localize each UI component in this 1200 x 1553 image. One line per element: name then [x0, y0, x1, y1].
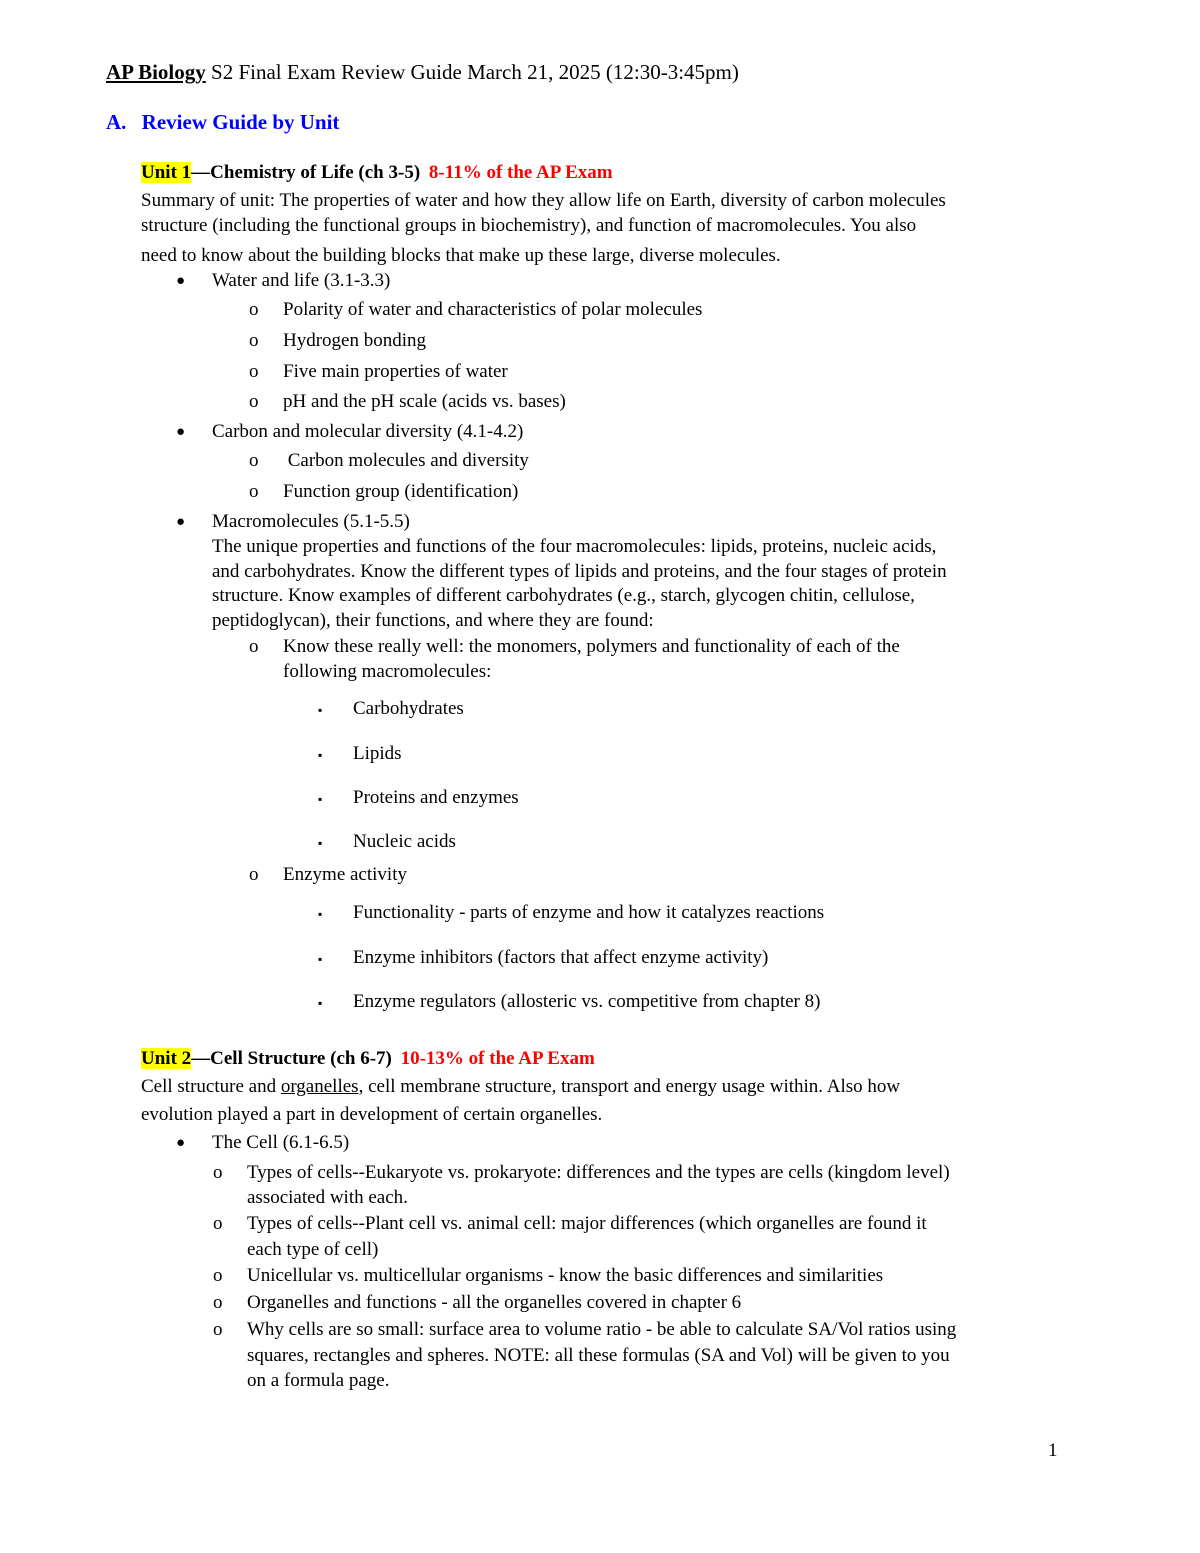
unit2-summary-line1: [141, 1074, 900, 1099]
unit2-heading: [141, 1046, 595, 1071]
unit1-label: Unit 1: [141, 162, 192, 183]
topic-water: Water and life (3.1-3.3): [212, 270, 391, 291]
section-a-heading: [106, 110, 339, 135]
water-sub-3: Five main properties of water: [283, 361, 508, 382]
cell-item4: Organelles and functions - all the organelles covered in chapter 6: [247, 1292, 742, 1313]
topic-carbon: Carbon and molecular diversity (4.1-4.2): [212, 421, 524, 442]
enzyme-item-3: Enzyme regulators (allosteric vs. competitive from chapter 8): [353, 991, 821, 1012]
cell-item1-line1: Types of cells--Eukaryote vs. prokaryote: differences and the types are cells (kingdom level): [247, 1162, 950, 1183]
bullet-circle: o: [213, 1265, 223, 1286]
bullet-circle: o: [213, 1213, 223, 1234]
macro-desc-line2: and carbohydrates. Know the different types of lipids and proteins, and the four stages of protein: [212, 561, 947, 582]
cell-item1-line2: associated with each.: [247, 1187, 408, 1208]
bullet-square: ▪: [318, 792, 323, 806]
topic-cell: The Cell (6.1-6.5): [212, 1132, 350, 1153]
unit1-percent: 8-11% of the AP Exam: [428, 162, 613, 183]
carbon-sub-1: Carbon molecules and diversity: [283, 450, 529, 471]
water-sub-4: pH and the pH scale (acids vs. bases): [283, 391, 566, 412]
bullet-disc: ●: [176, 424, 186, 440]
page-number: 1: [1048, 1440, 1058, 1461]
carbon-sub-2: Function group (identification): [283, 481, 519, 502]
cell-item5-line3: on a formula page.: [247, 1370, 390, 1391]
bullet-square: ▪: [318, 703, 323, 717]
cell-item2-line1: Types of cells--Plant cell vs. animal cell: major differences (which organelles are found it: [247, 1213, 927, 1234]
unit1-summary-line2: structure (including the functional groups in biochemistry), and function of macromolecules. You also: [141, 215, 917, 236]
macro-desc-line4: peptidoglycan), their functions, and where they are found:: [212, 610, 654, 631]
water-sub-2: Hydrogen bonding: [283, 330, 427, 351]
unit2-summary-a: Cell structure and: [141, 1076, 281, 1097]
unit2-summary-b: , cell membrane structure, transport and energy usage within. Also how: [358, 1076, 901, 1097]
bullet-circle: o: [249, 864, 259, 885]
topic-macromolecules: Macromolecules (5.1-5.5): [212, 511, 410, 532]
unit1-summary-line1: Summary of unit: The properties of water and how they allow life on Earth, diversity of carbon molecules: [141, 190, 946, 211]
cell-item5-line2: squares, rectangles and spheres. NOTE: all these formulas (SA and Vol) will be given to you: [247, 1345, 950, 1366]
section-title: Review Guide by Unit: [141, 110, 340, 134]
unit1-summary-line3: need to know about the building blocks that make up these large, diverse molecules.: [141, 245, 781, 266]
bullet-square: ▪: [318, 996, 323, 1010]
title-rest: S2 Final Exam Review Guide March 21, 2025 (12:30-3:45pm): [205, 60, 739, 84]
enzyme-item-1: Functionality - parts of enzyme and how it catalyzes reactions: [353, 902, 825, 923]
bullet-square: ▪: [318, 907, 323, 921]
bullet-square: ▪: [318, 748, 323, 762]
macro-desc-line3: structure. Know examples of different carbohydrates (e.g., starch, glycogen chitin, cellulose,: [212, 585, 915, 606]
bullet-circle: o: [249, 361, 259, 382]
molecule-3: Proteins and enzymes: [353, 787, 519, 808]
bullet-circle: o: [249, 450, 259, 471]
bullet-circle: o: [249, 330, 259, 351]
water-sub-1: Polarity of water and characteristics of polar molecules: [283, 299, 703, 320]
bullet-disc: ●: [176, 273, 186, 289]
know-line2: following macromolecules:: [283, 661, 492, 682]
organelles-link[interactable]: organelles: [280, 1076, 359, 1097]
bullet-disc: ●: [176, 1135, 186, 1151]
bullet-disc: ●: [176, 514, 186, 530]
unit2-title: —Cell Structure (ch 6-7): [191, 1048, 392, 1069]
molecule-4: Nucleic acids: [353, 831, 456, 852]
bullet-circle: o: [213, 1162, 223, 1183]
bullet-circle: o: [249, 481, 259, 502]
unit1-heading: [141, 160, 613, 185]
bullet-circle: o: [213, 1319, 223, 1340]
know-line1: Know these really well: the monomers, polymers and functionality of each of the: [283, 636, 900, 657]
enzyme-activity: Enzyme activity: [283, 864, 407, 885]
unit1-title: —Chemistry of Life (ch 3-5): [191, 162, 421, 183]
molecule-1: Carbohydrates: [353, 698, 464, 719]
cell-item3: Unicellular vs. multicellular organisms - know the basic differences and similarities: [247, 1265, 884, 1286]
unit2-label: Unit 2: [141, 1048, 192, 1069]
bullet-circle: o: [213, 1292, 223, 1313]
document-title: [106, 60, 739, 85]
enzyme-item-2: Enzyme inhibitors (factors that affect enzyme activity): [353, 947, 769, 968]
bullet-circle: o: [249, 299, 259, 320]
course-name: AP Biology: [106, 60, 206, 84]
cell-item2-line2: each type of cell): [247, 1239, 379, 1260]
bullet-circle: o: [249, 636, 259, 657]
cell-item5-line1: Why cells are so small: surface area to volume ratio - be able to calculate SA/Vol ratios using: [247, 1319, 957, 1340]
bullet-square: ▪: [318, 836, 323, 850]
macro-desc-line1: The unique properties and functions of the four macromolecules: lipids, proteins, nucleic acids,: [212, 536, 937, 557]
unit2-percent: 10-13% of the AP Exam: [400, 1048, 595, 1069]
section-letter: A.: [106, 110, 127, 134]
bullet-square: ▪: [318, 952, 323, 966]
bullet-circle: o: [249, 391, 259, 412]
molecule-2: Lipids: [353, 743, 402, 764]
unit2-summary-line2: evolution played a part in development of certain organelles.: [141, 1104, 603, 1125]
